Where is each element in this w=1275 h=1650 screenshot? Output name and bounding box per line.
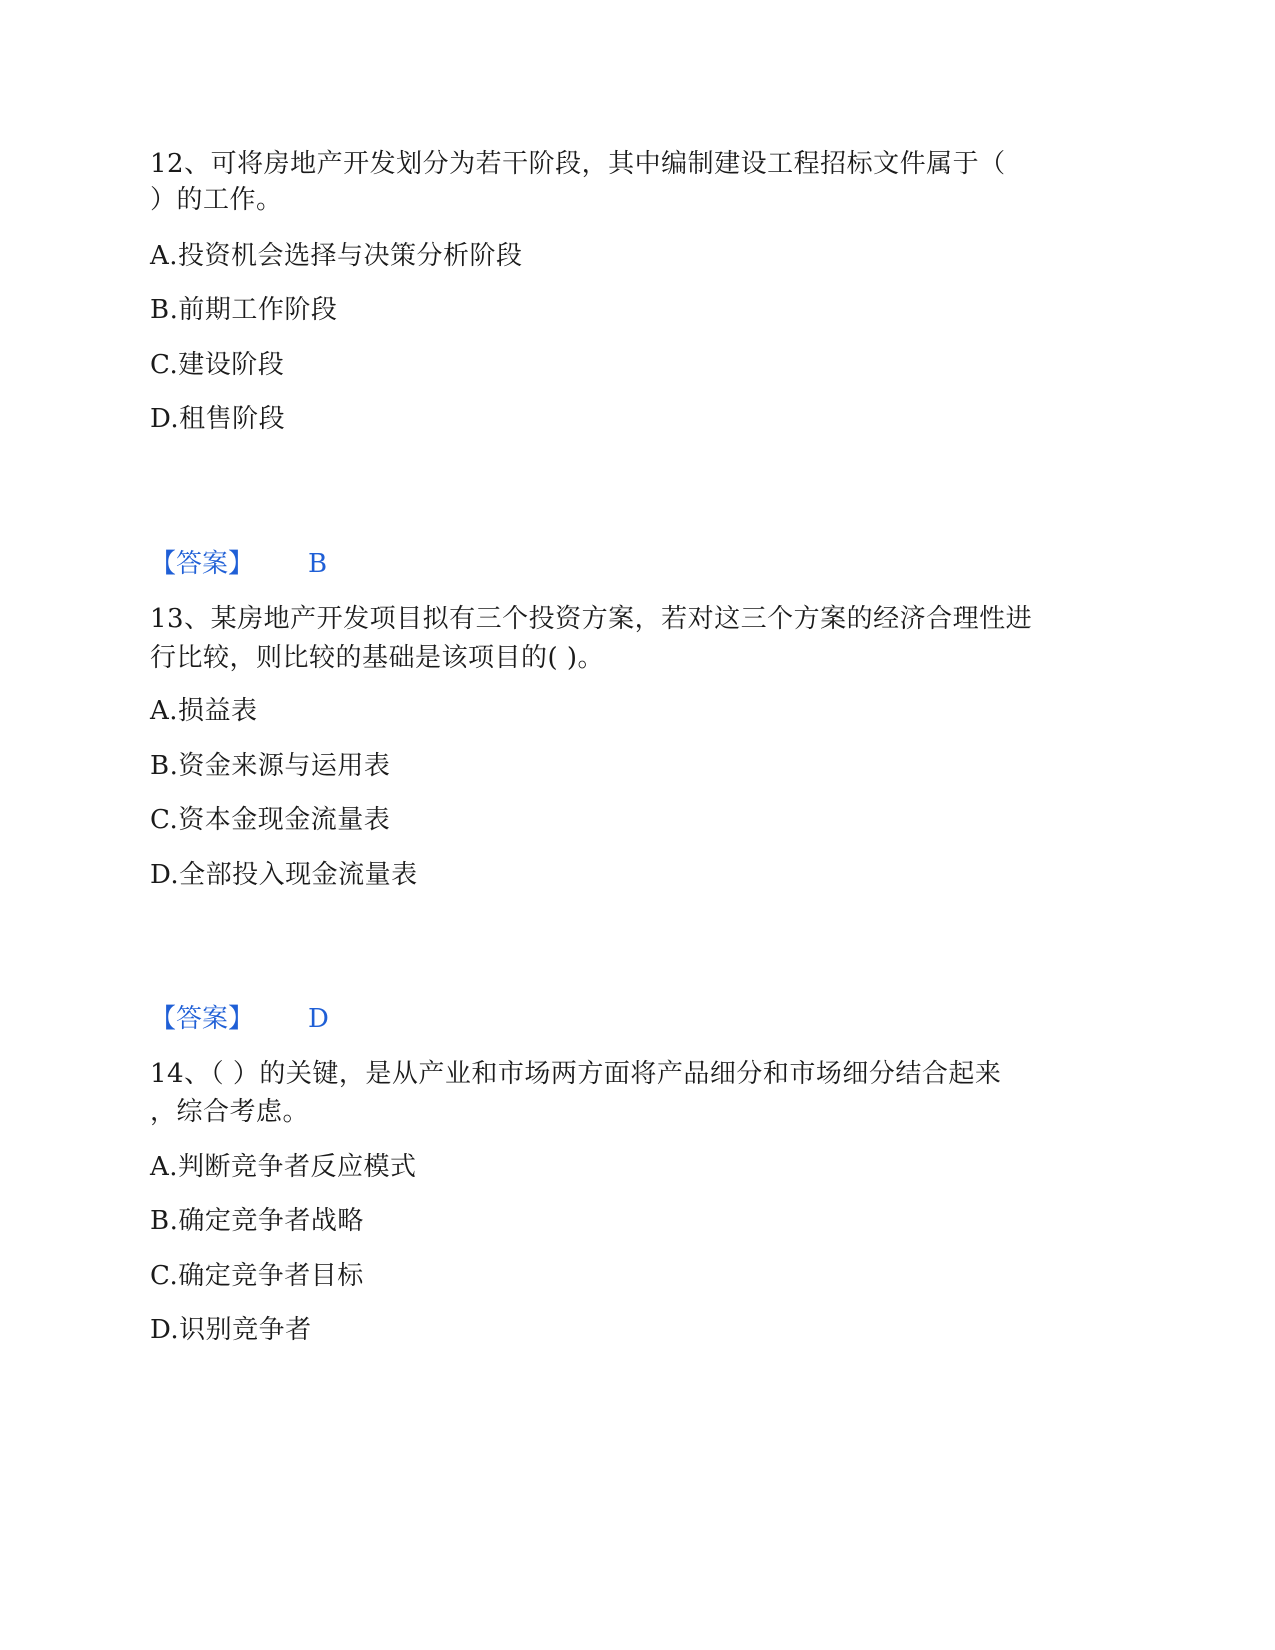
question-13-answer bbox=[150, 999, 329, 1039]
question-13-stem-line-2: 行比较，则比较的基础是该项目的( )。 bbox=[150, 643, 605, 673]
question-13-option-a: A.损益表 bbox=[150, 696, 258, 726]
question-14-option-d: D.识别竞争者 bbox=[150, 1315, 312, 1345]
question-14-option-b: B.确定竞争者战略 bbox=[150, 1206, 364, 1236]
answer-label: 【答案】 bbox=[150, 549, 255, 579]
question-12-option-c: C.建设阶段 bbox=[150, 350, 285, 380]
question-14-stem-line-1: 14、（ ）的关键，是从产业和市场两方面将产品细分和市场细分结合起来 bbox=[150, 1059, 1002, 1089]
question-12-option-d: D.租售阶段 bbox=[150, 404, 286, 434]
question-13-option-b: B.资金来源与运用表 bbox=[150, 751, 391, 781]
question-12-answer bbox=[150, 544, 327, 584]
question-13-option-d: D.全部投入现金流量表 bbox=[150, 860, 418, 890]
answer-value: D bbox=[308, 1004, 329, 1034]
question-12-stem-line-2: ）的工作。 bbox=[150, 185, 283, 215]
answer-value: B bbox=[308, 549, 328, 579]
question-12-option-b: B.前期工作阶段 bbox=[150, 295, 338, 325]
question-12-stem-line-1: 12、可将房地产开发划分为若干阶段，其中编制建设工程招标文件属于（ bbox=[150, 149, 1006, 179]
answer-label: 【答案】 bbox=[150, 1004, 255, 1034]
question-12-option-a: A.投资机会选择与决策分析阶段 bbox=[150, 241, 523, 271]
question-13-stem-line-1: 13、某房地产开发项目拟有三个投资方案，若对这三个方案的经济合理性进 bbox=[150, 604, 1033, 634]
question-13-option-c: C.资本金现金流量表 bbox=[150, 805, 391, 835]
question-14-option-c: C.确定竞争者目标 bbox=[150, 1261, 364, 1291]
question-14-stem-line-2: ，综合考虑。 bbox=[150, 1097, 310, 1127]
question-14-option-a: A.判断竞争者反应模式 bbox=[150, 1152, 417, 1182]
